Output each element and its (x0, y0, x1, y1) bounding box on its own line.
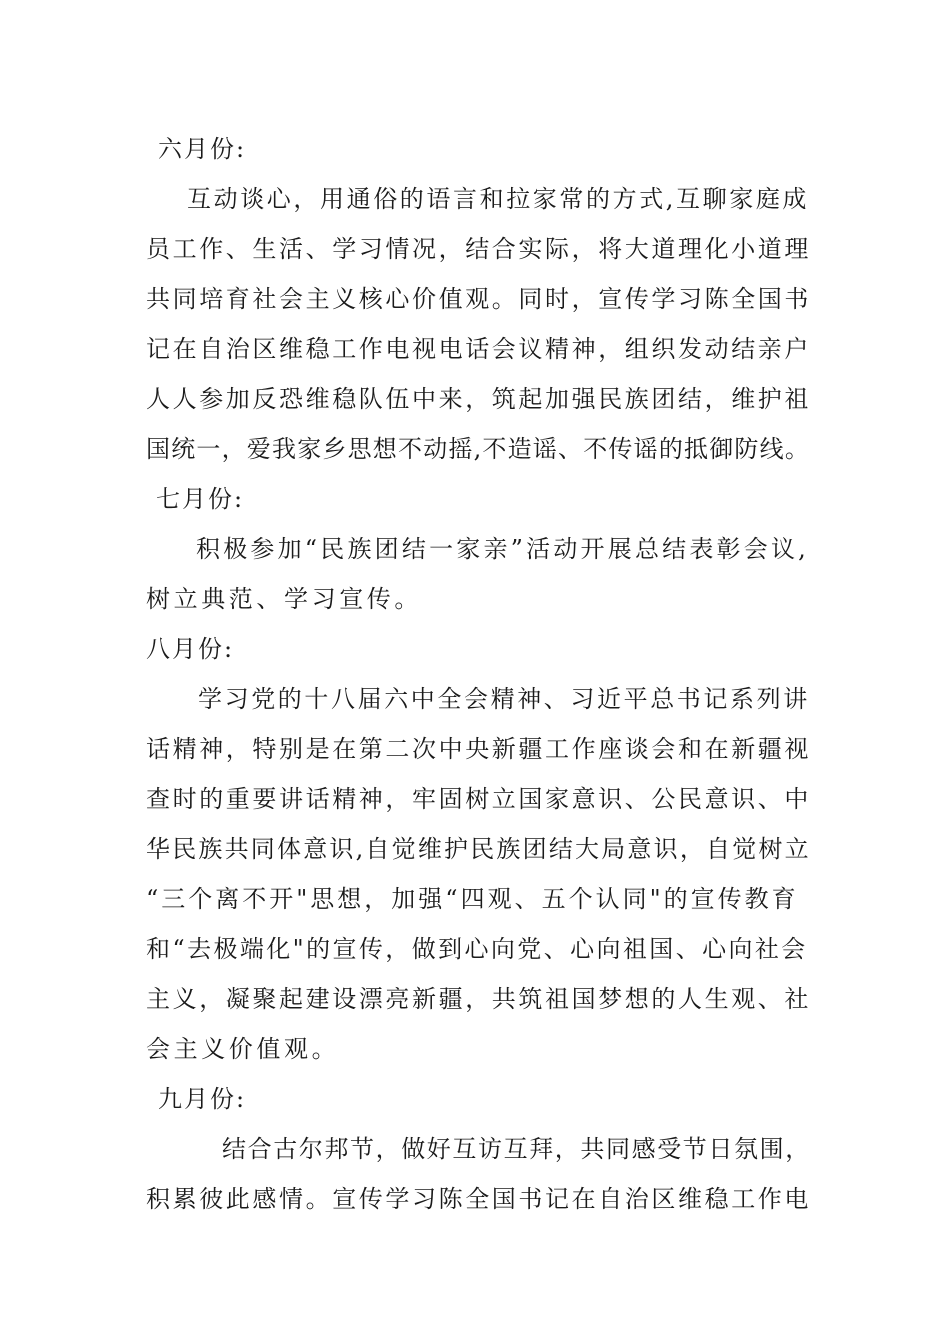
paragraph-line: 会主义价值观。 (146, 1035, 340, 1063)
section-heading-august: 八月份: (146, 635, 235, 663)
paragraph-line: “三个离不开"思想，加强“四观、五个认同"的宣传教育 (146, 885, 799, 913)
section-heading-june: 六月份: (158, 135, 247, 163)
paragraph-line: 学习党的十八届六中全会精神、习近平总书记系列讲 (198, 685, 810, 713)
paragraph-line: 主义，凝聚起建设漂亮新疆，共筑祖国梦想的人生观、社 (146, 985, 811, 1013)
paragraph-line: 国统一，爱我家乡思想不动摇,不造谣、不传谣的抵御防线。 (146, 435, 811, 463)
paragraph-line: 积累彼此感情。宣传学习陈全国书记在自治区维稳工作电 (146, 1185, 811, 1213)
paragraph-line: 结合古尔邦节，做好互访互拜，共同感受节日氛围， (222, 1135, 811, 1163)
paragraph-line: 记在自治区维稳工作电视电话会议精神，组织发动结亲户 (146, 335, 811, 363)
paragraph-line: 共同培育社会主义核心价值观。同时，宣传学习陈全国书 (146, 285, 811, 313)
paragraph-line: 树立典范、学习宣传。 (146, 585, 422, 613)
paragraph-line: 人人参加反恐维稳队伍中来，筑起加强民族团结，维护祖 (146, 385, 811, 413)
section-heading-july: 七月份: (156, 485, 245, 513)
paragraph-line: 查时的重要讲话精神，牢固树立国家意识、公民意识、中 (146, 785, 811, 813)
paragraph-line: 积极参加“民族团结一家亲”活动开展总结表彰会议, (196, 535, 809, 563)
section-heading-september: 九月份: (158, 1085, 247, 1113)
paragraph-line: 华民族共同体意识,自觉维护民族团结大局意识，自觉树立 (146, 835, 811, 863)
paragraph-line: 互动谈心，用通俗的语言和拉家常的方式,互聊家庭成 (187, 185, 810, 213)
paragraph-line: 和“去极端化"的宣传，做到心向党、心向祖国、心向社会 (146, 935, 808, 963)
paragraph-line: 话精神，特别是在第二次中央新疆工作座谈会和在新疆视 (146, 735, 811, 763)
paragraph-line: 员工作、生活、学习情况，结合实际，将大道理化小道理 (146, 235, 811, 263)
